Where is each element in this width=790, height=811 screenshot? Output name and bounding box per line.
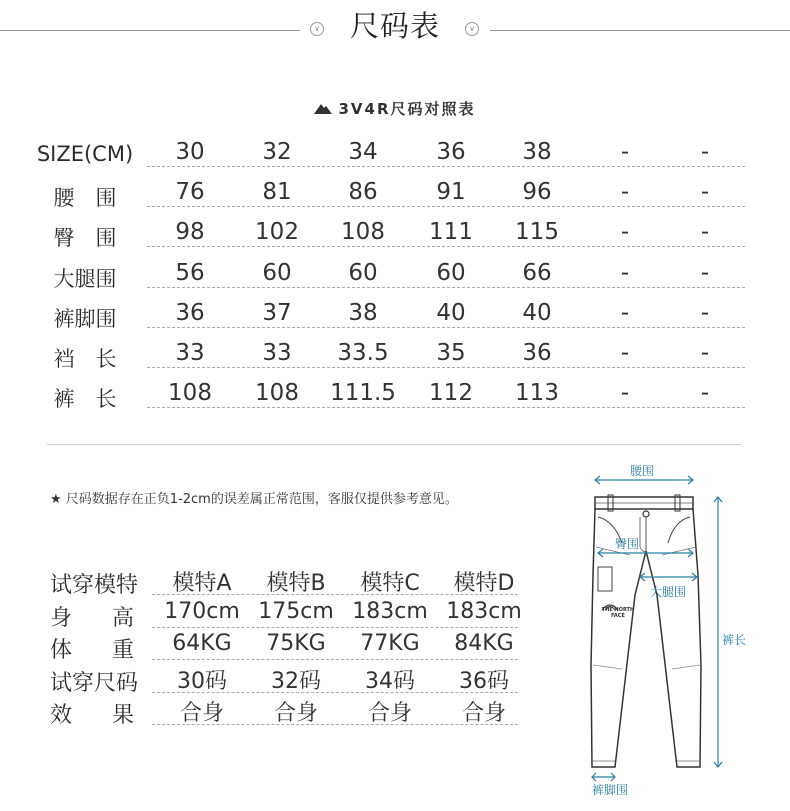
model-cell: 170cm	[164, 598, 240, 624]
size-cell: -	[700, 139, 710, 165]
row-divider	[147, 367, 745, 368]
star-icon: ★	[50, 492, 62, 507]
model-cell: 34码	[365, 668, 415, 694]
size-cell: 96	[522, 179, 552, 206]
size-cell: 111	[429, 219, 473, 246]
model-cell: 合身	[273, 701, 318, 726]
size-cell: 108	[341, 219, 385, 246]
row-divider	[152, 659, 518, 660]
model-cell: 模特B	[266, 571, 326, 596]
model-row-label: 试穿模特	[50, 573, 139, 598]
size-cell: 40	[436, 299, 466, 326]
row-divider	[147, 206, 745, 207]
size-cell: 38	[348, 299, 378, 326]
row-divider	[152, 692, 518, 693]
mountain-icon	[314, 100, 332, 118]
size-cell: -	[620, 380, 630, 407]
model-cell: 183cm	[446, 598, 522, 624]
size-cell: 91	[436, 179, 466, 206]
size-cell: 60	[348, 259, 378, 286]
size-cell: 108	[255, 380, 299, 407]
brand-logo-text: THE NORTH FACE	[601, 607, 635, 619]
model-row-label: 体 重	[50, 638, 134, 663]
size-cell: -	[620, 219, 630, 246]
diagram-label-hip: 臀围	[615, 537, 640, 551]
size-cell: -	[620, 139, 630, 165]
model-row-label: 效 果	[50, 703, 134, 728]
size-note-text: 尺码数据存在正负1-2cm的误差属正常范围，客服仅提供参考意见。	[65, 492, 458, 507]
page-title: 尺码表	[349, 9, 440, 43]
row-divider	[147, 407, 745, 408]
size-cell: 86	[348, 179, 378, 206]
chevron-down-icon: ∨	[310, 22, 324, 36]
size-cell: 33.5	[337, 340, 389, 366]
size-row-label: SIZE(CM)	[36, 142, 134, 166]
model-cell: 30码	[177, 668, 227, 694]
size-cell: 60	[436, 259, 466, 286]
diagram-label-thigh: 大腿围	[650, 585, 687, 599]
size-cell: -	[700, 299, 710, 326]
size-row-label: 裤脚围	[53, 306, 117, 331]
size-row-label: 裆 长	[53, 347, 117, 371]
model-cell: 合身	[367, 701, 412, 726]
model-cell: 模特D	[453, 571, 515, 596]
pants-diagram	[560, 455, 790, 807]
size-table-title-text: 3V4R尺码对照表	[338, 100, 476, 118]
model-cell: 64KG	[172, 631, 232, 656]
size-cell: 111.5	[330, 380, 396, 407]
size-cell: 102	[255, 219, 299, 246]
row-divider	[147, 246, 745, 247]
model-cell: 77KG	[360, 631, 420, 656]
model-cell: 32码	[271, 668, 321, 694]
size-table-title	[0, 98, 790, 119]
size-cell: 36	[522, 340, 552, 366]
size-cell: 108	[168, 380, 212, 407]
size-cell: 36	[175, 299, 205, 326]
size-row-label: 腰 围	[53, 186, 117, 211]
size-cell: -	[700, 219, 710, 246]
size-cell: 36	[436, 139, 466, 165]
row-divider	[147, 327, 745, 328]
model-cell: 84KG	[454, 631, 514, 656]
size-cell: 81	[262, 179, 292, 206]
diagram-label-length: 裤长	[722, 633, 747, 647]
size-cell: -	[700, 259, 710, 286]
model-cell: 合身	[179, 701, 224, 726]
size-cell: -	[620, 259, 630, 286]
model-cell: 183cm	[352, 598, 428, 624]
size-cell: -	[620, 299, 630, 326]
chevron-down-icon: ∨	[465, 22, 479, 36]
size-cell: 76	[175, 179, 205, 206]
size-note	[50, 488, 458, 507]
row-divider	[152, 627, 518, 628]
size-cell: -	[700, 380, 710, 407]
size-cell: 98	[175, 219, 205, 246]
diagram-label-waist: 腰围	[630, 464, 655, 478]
model-cell: 75KG	[266, 631, 326, 656]
size-cell: 34	[348, 139, 378, 165]
model-cell: 模特C	[360, 571, 420, 596]
size-cell: 32	[262, 139, 292, 165]
size-cell: 113	[515, 380, 559, 407]
size-row-label: 大腿围	[53, 266, 117, 291]
size-cell: -	[620, 179, 630, 206]
header-line-right	[490, 30, 790, 31]
model-cell: 模特A	[172, 571, 232, 596]
pants-drawing	[560, 455, 790, 807]
model-row-label: 身 高	[50, 605, 134, 631]
row-divider	[147, 287, 745, 288]
section-divider	[47, 444, 741, 445]
diagram-label-hem: 裤脚围	[592, 783, 629, 797]
size-row-label: 裤 长	[53, 387, 117, 412]
model-cell: 36码	[459, 668, 509, 694]
model-cell: 175cm	[258, 598, 334, 624]
size-cell: 30	[175, 139, 205, 165]
size-cell: -	[620, 340, 630, 366]
size-cell: 56	[175, 259, 205, 286]
row-divider	[147, 166, 745, 167]
size-cell: 66	[522, 259, 552, 286]
model-cell: 合身	[461, 701, 506, 726]
size-cell: 40	[522, 299, 552, 326]
size-row-label: 臀 围	[53, 226, 117, 251]
size-cell: -	[700, 179, 710, 206]
row-divider	[152, 724, 518, 725]
model-row-label: 试穿尺码	[50, 670, 139, 696]
size-cell: 37	[262, 299, 292, 326]
size-cell: 38	[522, 139, 552, 165]
size-cell: 35	[436, 340, 466, 366]
row-divider	[152, 594, 518, 595]
size-cell: 115	[515, 219, 559, 246]
size-cell: -	[700, 340, 710, 366]
size-cell: 33	[262, 340, 292, 366]
size-cell: 112	[429, 380, 473, 407]
size-cell: 60	[262, 259, 292, 286]
size-cell: 33	[175, 340, 205, 366]
